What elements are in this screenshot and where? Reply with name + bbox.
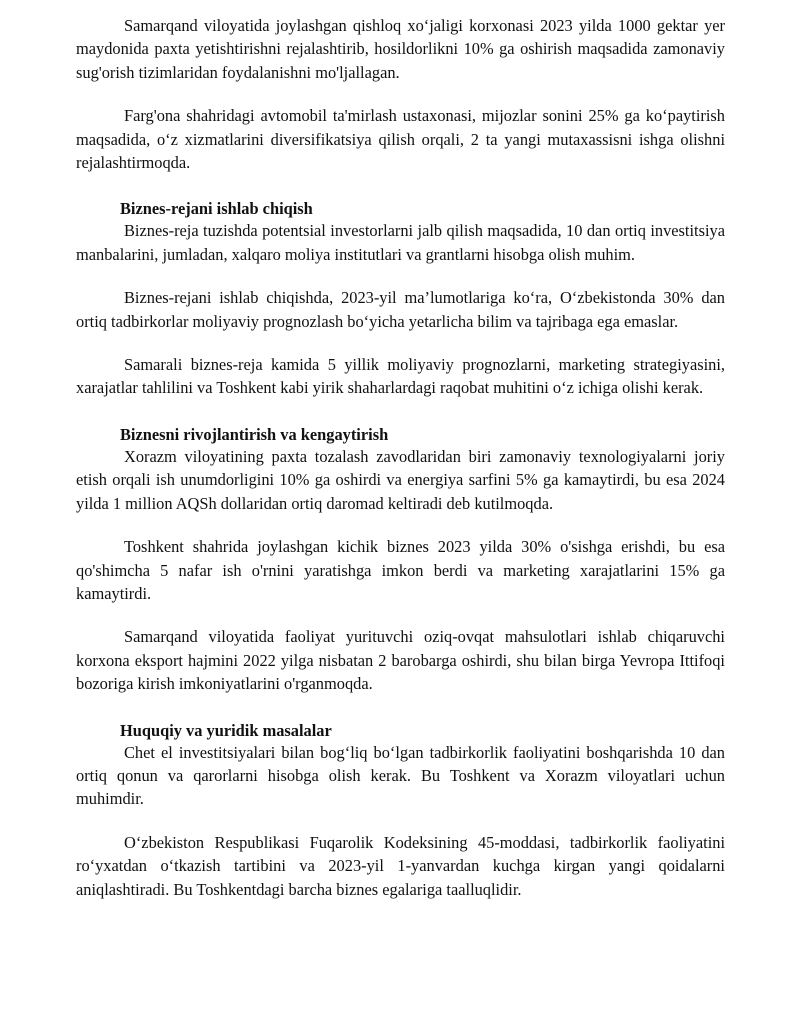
paragraph-business-plan-1: Biznes-reja tuzishda potentsial investorlarni jalb qilish maqsadida, 10 dan ortiq investitsiya manbalarini, jumladan, xalqaro moliya institutlari va grantlarni hisobga olish muhim.: [76, 221, 725, 264]
paragraph-business-plan-3: Samarali biznes-reja kamida 5 yillik moliyaviy prognozlarni, marketing strategiyasini, xarajatlar tahlilini va Toshkent kabi yirik shaharlardagi raqobat muhitini o‘z ichiga olishi kerak.: [76, 355, 725, 398]
paragraph-intro-1: Samarqand viloyatida joylashgan qishloq xo‘jaligi korxonasi 2023 yilda 1000 gektar yer maydonida paxta yetishtirishni rejalashtirib, hosildorlikni 10% ga oshirish maqsadida zamonaviy sug'orish tizimlaridan foydalanishni mo'ljallagan.: [76, 16, 725, 82]
paragraph-business-plan-2: Biznes-rejani ishlab chiqishda, 2023-yil ma’lumotlariga ko‘ra, O‘zbekistonda 30% dan ortiq tadbirkorlar moliyaviy prognozlash bo‘yicha yetarlicha bilim va tajribaga ega emaslar.: [76, 288, 725, 331]
section-heading-business-plan: Biznes-rejani ishlab chiqish: [120, 199, 313, 219]
paragraph-legal-1: Chet el investitsiyalari bilan bog‘liq bo‘lgan tadbirkorlik faoliyatini boshqarishda 10 dan ortiq qonun va qarorlarni hisobga olish kerak. Bu Toshkent va Xorazm viloyatlari uchun muhimdir.: [76, 742, 725, 809]
document-page: [76, 14, 725, 901]
paragraph-business-development-3: Samarqand viloyatida faoliyat yurituvchi oziq-ovqat mahsulotlari ishlab chiqaruvchi korxona eksport hajmini 2022 yilga nisbatan 2 barobarga oshirdi, shu bilan birga Yevropa Ittifoqi bozoriga kirish imkoniyatlarini o'rganmoqda.: [76, 627, 725, 694]
section-heading-business-development: Biznesni rivojlantirish va kengaytirish: [120, 424, 389, 444]
paragraph-intro-2: Farg'ona shahridagi avtomobil ta'mirlash ustaxonasi, mijozlar sonini 25% ga ko‘paytirish maqsadida, o‘z xizmatlarini diversifikatsiya qilish orqali, 2 ta yangi mutaxassisni ishga olishni rejalashtirmoqda.: [76, 106, 725, 173]
paragraph-business-development-2: Toshkent shahrida joylashgan kichik biznes 2023 yilda 30% o'sishga erishdi, bu esa qo'shimcha 5 nafar ish o'rnini yaratishga imkon berdi va marketing xarajatlarini 15% ga kamaytirdi.: [76, 537, 725, 603]
section-heading-legal-issues: Huquqiy va yuridik masalalar: [120, 720, 332, 740]
paragraph-legal-2: O‘zbekiston Respublikasi Fuqarolik Kodeksining 45-moddasi, tadbirkorlik faoliyatini ro‘yxatdan o‘tkazish tartibini va 2023-yil 1-yanvardan kuchga kirgan yangi qoidalarni aniqlashtiradi. Bu Toshkentdagi barcha biznes egalariga taalluqlidir.: [76, 832, 725, 899]
paragraph-business-development-1: Xorazm viloyatining paxta tozalash zavodlaridan biri zamonaviy texnologiyalarni joriy etish orqali ish unumdorligini 10% ga oshirdi va energiya sarfini 5% ga kamaytirdi, bu esa 2024 yilda 1 million AQSh dollaridan ortiq daromad keltiradi deb kutilmoqda.: [76, 446, 725, 513]
